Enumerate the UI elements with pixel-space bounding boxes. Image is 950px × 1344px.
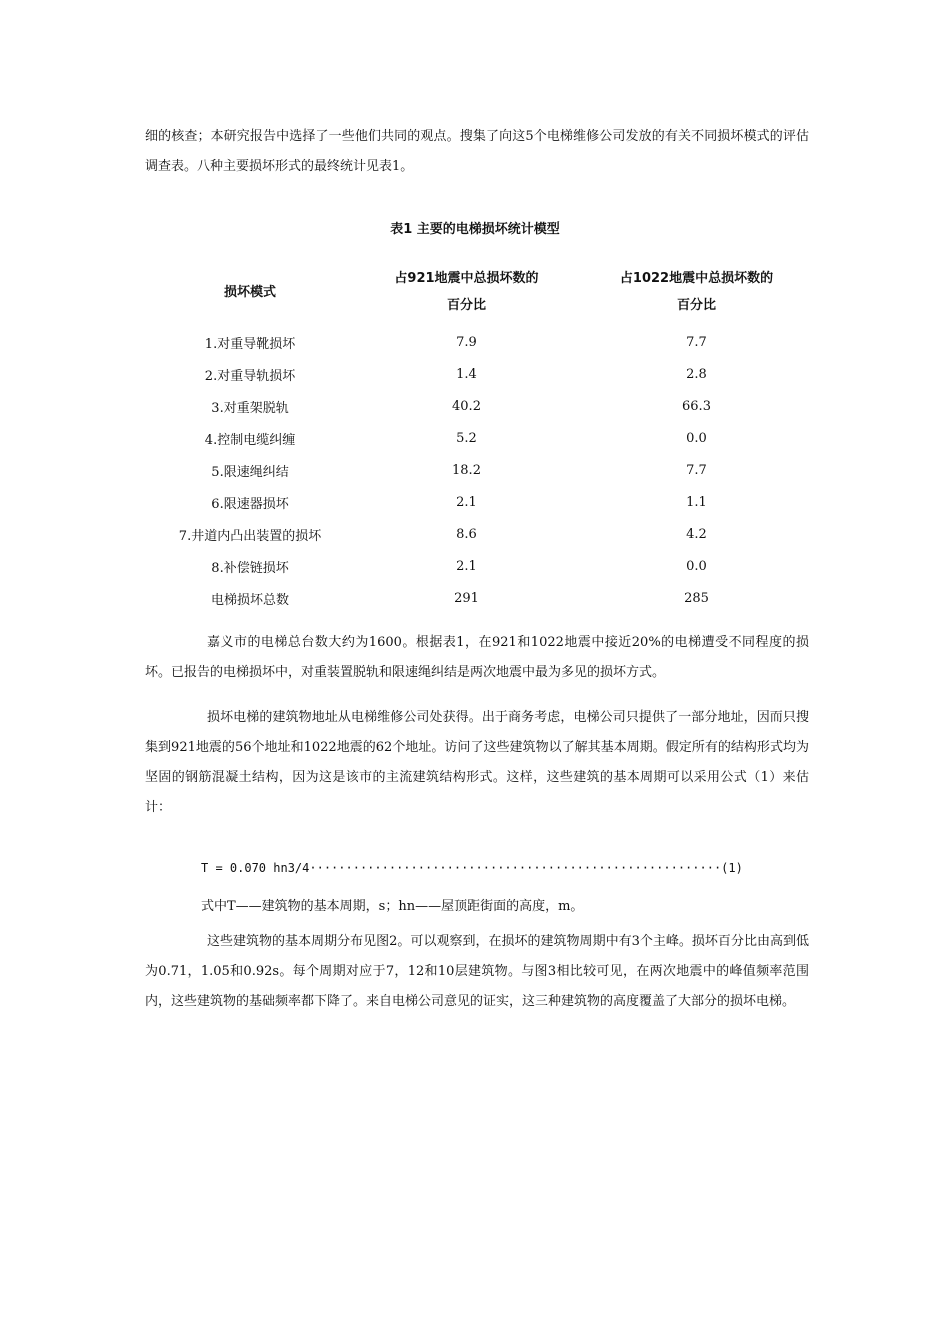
cell-mode: 2.对重导轨损坏 [204,368,296,384]
table-total-row [130,582,830,614]
paragraph-elevator-count: 嘉义市的电梯总台数大约为1600。根据表1，在921和1022地震中接近20%的电梯遭受不同程度的损坏。已报告的电梯损坏中，对重装置脱轨和限速绳纠结是两次地震中最为多见的损坏方式。 [145,635,809,680]
table-row [130,358,830,390]
paragraph-period-distribution: 这些建筑物的基本周期分布见图2。可以观察到，在损坏的建筑物周期中有3个主峰。损坏百分比由高到低为0.71，1.05和0.92s。每个周期对应于7，12和10层建筑物。与图3相比较可见，在两次地震中的峰值频率范围内，这些建筑物的基础频率都下降了。来自电梯公司意见的证实，这三种建筑物的高度覆盖了大部分的损坏电梯。 [145,934,809,1009]
table-caption: 表1 主要的电梯损坏统计模型 [390,222,560,237]
cell-mode: 8.补偿链损坏 [211,560,289,576]
header-1022 [563,262,830,326]
cell-921: 2.1 [456,494,477,510]
cell-mode: 电梯损坏总数 [210,592,289,608]
cell-921: 7.9 [456,334,477,350]
cell-mode: 7.井道内凸出装置的损坏 [178,528,322,544]
cell-1022: 7.7 [686,462,707,478]
cell-mode: 6.限速器损坏 [211,496,289,512]
intro-paragraph: 细的核查；本研究报告中选择了一些他们共同的观点。搜集了向这5个电梯维修公司发放的有关不同损坏模式的评估调查表。八种主要损坏形式的最终统计见表1。 [145,129,809,174]
table-row [130,454,830,486]
formula-period: T = 0.070 hn3/4·························································(1) [201,861,743,875]
cell-1022: 66.3 [682,398,711,414]
table-row [130,550,830,582]
paragraph-building-addresses: 损坏电梯的建筑物地址从电梯维修公司处获得。出于商务考虑，电梯公司只提供了一部分地址，因而只搜集到921地震的56个地址和1022地震的62个地址。访问了这些建筑物以了解其基本周期。假定所有的结构形式均为坚固的钢筋混凝土结构，因为这是该市的主流建筑结构形式。这样，这些建筑的基本周期可以采用公式（1）来估计： [145,710,809,815]
cell-1022: 2.8 [686,366,707,382]
cell-mode: 5.限速绳纠结 [211,464,289,480]
cell-921: 8.6 [456,526,477,542]
cell-921: 291 [454,590,479,606]
header-1022-line2: 百分比 [676,298,716,313]
cell-1022: 7.7 [686,334,707,350]
header-mode: 损坏模式 [223,284,276,300]
cell-1022: 1.1 [686,494,707,510]
table-row [130,518,830,550]
cell-921: 18.2 [452,462,481,478]
cell-921: 2.1 [456,558,477,574]
cell-mode: 1.对重导靴损坏 [204,336,296,352]
cell-921: 40.2 [452,398,481,414]
table-row [130,326,830,358]
cell-mode: 4.控制电缆纠缠 [204,432,296,448]
cell-1022: 0.0 [686,430,707,446]
cell-921: 5.2 [456,430,477,446]
cell-1022: 0.0 [686,558,707,574]
formula-note: 式中T——建筑物的基本周期，s；hn——屋顶距街面的高度，m。 [201,899,584,914]
header-1022-line1: 占1022地震中总损坏数的 [619,271,774,286]
table-header-row [130,262,830,326]
header-921-line1: 占921地震中总损坏数的 [394,271,539,286]
header-921 [370,262,563,326]
table-row [130,390,830,422]
cell-1022: 285 [684,590,709,606]
cell-921: 1.4 [456,366,477,382]
table-row [130,486,830,518]
header-921-line2: 百分比 [446,298,486,313]
table-row [130,422,830,454]
cell-1022: 4.2 [686,526,707,542]
cell-mode: 3.对重架脱轨 [211,400,289,416]
elevator-damage-table [130,262,830,614]
